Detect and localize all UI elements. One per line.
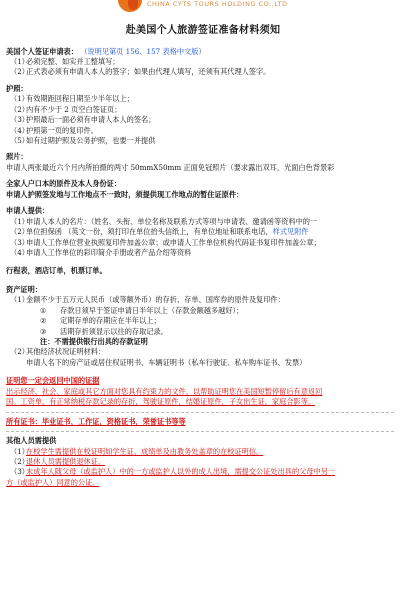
section-photo (6, 152, 400, 173)
divider (6, 412, 394, 413)
list-item: （2） 单位担保函 （英文一份，须打印在单位抬头信纸上，有单位地址和联系电话，样式见附件 (10, 227, 309, 237)
logo-mark-inner-icon (128, 0, 138, 10)
list-item: （2） 正式表必须有申请人本人的签字；如果由代理人填写，还须有其代理人签字。 (10, 67, 271, 77)
list-item: （3） 未成年人随父母（或监护人）中的一方或监护人以外的成人出境，需提交公证处出具的父母中另一 (10, 467, 336, 477)
list-item: （3） 护照最后一面必须有申请人本人的签名； (10, 115, 156, 125)
header-banner (0, 0, 400, 14)
employment-heading: 申请人提供： (6, 206, 50, 216)
sub-item: ② 定期存单的存期应在半年以上； (40, 316, 161, 326)
list-item: （2） 退休人员需提供退休证。 (10, 456, 106, 466)
hukou-text: 申请人护照签发地与工作地点不一致时，须提供现工作地点的暂住证原件： (6, 189, 244, 199)
divider (6, 431, 394, 432)
hukou-heading: 全家人户口本的原件及本人身份证： (6, 179, 122, 189)
form-heading: 美国个人签证申请表： (6, 46, 78, 56)
list-item: （1） 有效期距回程日期至少半年以上； (10, 94, 134, 104)
section-ties (6, 376, 400, 407)
others-tail: 方（或监护人）同意的公证。 (6, 477, 100, 487)
assets-other: 申请人名下的房产证或居住权证明书、车辆证明书（私车行驶证、私车购车证书、发票） (26, 357, 307, 367)
list-item: （1） 申请人本人的名片：（姓名、头衔、单位名称及联系方式等项与申请表、邀请函等资料中的一 (10, 216, 318, 226)
assets-heading: 资产证明： (6, 284, 42, 294)
section-passport (6, 84, 400, 147)
certificates-heading: 所有证书：毕业证书，工作证，资格证书，荣誉证书等等 (6, 416, 186, 426)
page-title: 赴美国个人旅游签证准备材料须知 (125, 25, 281, 36)
ties-text-2: 国。工资单，有正常纳税存款记录的存折，驾驶证原件，结婚证原件，子女出生证，家庭合影等。 (6, 397, 316, 407)
ties-heading: 证明您一定会返回中国的证据 (6, 376, 100, 386)
list-item: （4） 护照第一页的复印件。 (10, 125, 98, 135)
section-others (6, 436, 400, 488)
section-employment (6, 206, 400, 258)
document-body (6, 24, 400, 488)
sub-item: ③ 活期存折须显示以往的存取记录。 (40, 326, 168, 336)
list-item: （2） 内有不少于 2 页空白签证页； (10, 104, 122, 114)
company-logo (0, 0, 400, 14)
itinerary-heading: 行程表，酒店订单，机票订单。 (6, 266, 107, 276)
logo-text: CHINA CYTS TOURS HOLDING CO.,LTD (147, 0, 288, 8)
form-note: （说明见第页 156、157 表格中文版） (80, 46, 206, 56)
list-item: （1） 在校学生需提供在校证明如学生证、成绩单及由教务处盖章的在校证明信。 (10, 446, 264, 456)
passport-heading: 护照： (6, 83, 28, 93)
list-item: （1） 金额不少于五万元人民币（或等额外币）的存折、存单、国库券的原件及复印件： (10, 295, 285, 305)
photo-heading: 照片： (6, 152, 28, 162)
assets-note: 注：不需提供银行出具的存款证明 (40, 337, 148, 346)
section-application-form (6, 47, 400, 78)
attachment-link[interactable]: 样式见附件 (272, 227, 309, 237)
list-item: （5） 如有过期护照及公务护照，也要一并提供 (10, 136, 156, 145)
section-hukou (6, 179, 400, 200)
others-heading: 其他人员需提供 (6, 436, 57, 446)
photo-text: 申请人两张最近六个月内所拍摄的两寸 50mmX50mm 正面免冠照片（要求露出双耳，光面白色背景彩 (6, 162, 335, 172)
list-item: （2） 其他经济状况证明材料： (10, 347, 106, 357)
ties-text-1: 出示经济、社会、家庭或其它方面对您具有约束力的文件，以帮助证明您在美国短暂停留后有意返回 (6, 386, 323, 396)
list-item: （3） 申请人工作单位营业执照复印件加盖公章；或申请人工作单位机构代码证书复印件加盖公章； (10, 237, 321, 247)
list-item: （4） 申请人工作单位的彩印简介手册或者产品介绍等资料 (10, 247, 192, 257)
sub-item: ① 存款日须早于签证申请日半年以上（存款金额越多越好）； (40, 305, 244, 315)
list-item: （1） 必须完整、如实并工整填写； (10, 56, 120, 66)
section-assets (6, 285, 400, 369)
